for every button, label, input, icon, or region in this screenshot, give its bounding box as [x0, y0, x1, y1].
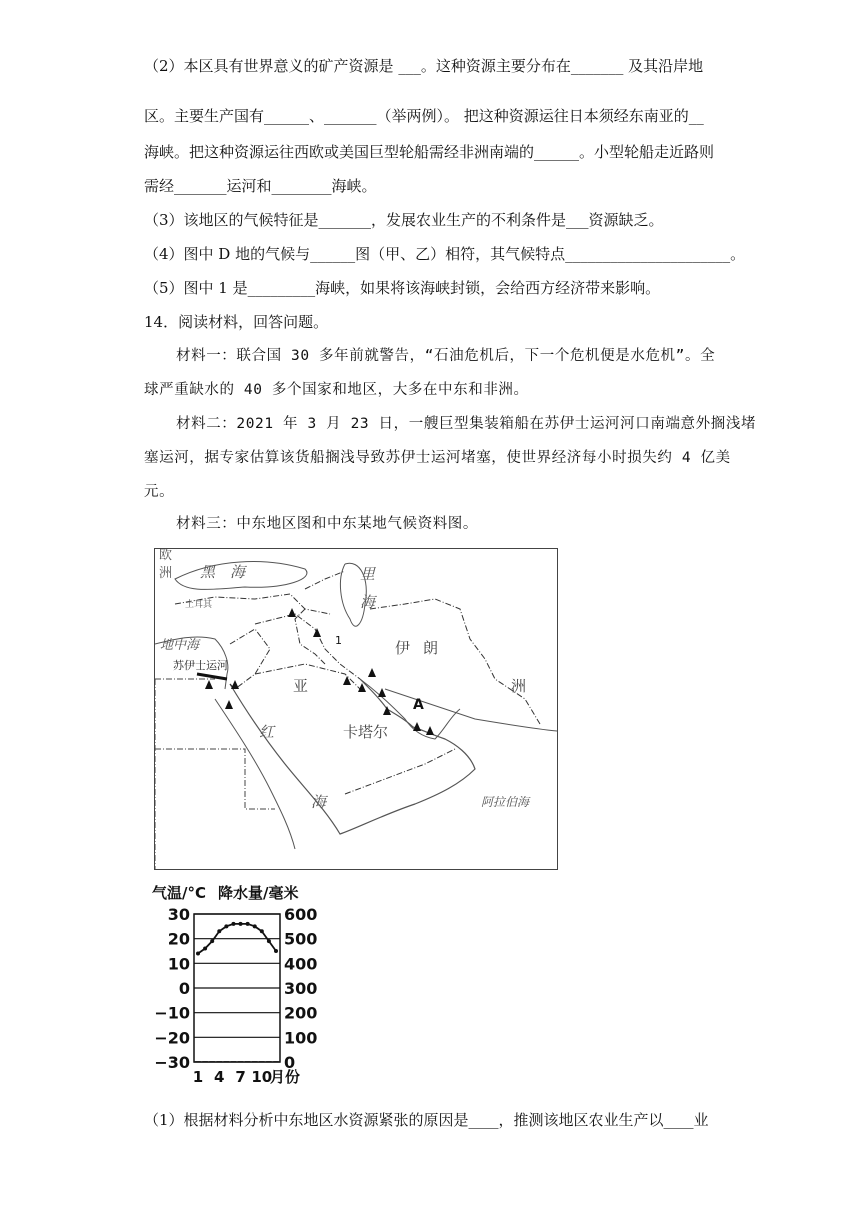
oil-fields	[205, 608, 434, 735]
map-label-black-sea2: 海	[230, 563, 246, 581]
map-label-point-a: A	[413, 697, 424, 713]
arabian-peninsula-coast	[230, 679, 475, 834]
oil-field-icon	[225, 700, 233, 709]
climate-chart-svg	[150, 884, 350, 1084]
middle-east-map	[154, 548, 558, 870]
oil-field-icon	[231, 680, 239, 689]
syria-jordan-border	[230, 629, 270, 689]
oil-field-icon	[426, 726, 434, 735]
precipitation-bar	[259, 1061, 265, 1062]
map-label-turkey: 土耳其	[185, 600, 213, 610]
x-tick-label: 10	[251, 1068, 273, 1084]
oil-field-icon	[288, 608, 296, 617]
precipitation-bar	[252, 1061, 258, 1062]
precipitation-bar	[245, 1061, 251, 1062]
left-axis-label: 气温/°C	[152, 884, 206, 902]
q13-part4: （4）图中 D 地的气候与______图（甲、乙）相符，其气候特点______________________。	[144, 245, 746, 263]
x-axis-unit: 月份	[270, 1068, 301, 1084]
right-axis-label: 降水量/毫米	[218, 884, 299, 902]
map-svg	[155, 549, 557, 869]
oil-field-icon	[378, 688, 386, 697]
material-2-line2: 塞运河，据专家估算该货船搁浅导致苏伊士运河堵塞，使世界经济每小时损失约 4 亿美	[144, 450, 731, 466]
right-tick-label: 500	[284, 929, 318, 949]
oil-field-icon	[343, 676, 351, 685]
precipitation-bar	[238, 1061, 244, 1062]
oil-field-icon	[368, 668, 376, 677]
map-label-black-sea1: 黑	[200, 563, 216, 581]
map-label-europe2: 洲	[159, 566, 173, 581]
temperature-point	[224, 924, 228, 928]
chart-grid	[194, 914, 280, 1062]
temperature-point	[239, 922, 243, 926]
precipitation-bar	[202, 1061, 208, 1062]
q14-part1: （1）根据材料分析中东地区水资源紧张的原因是____，推测该地区农业生产以____业	[144, 1111, 709, 1129]
material-3: 材料三：中东地区图和中东某地气候资料图。	[176, 516, 478, 532]
left-tick-label: 30	[167, 905, 190, 924]
temperature-point	[267, 939, 271, 943]
map-label-red2: 海	[311, 793, 327, 811]
material-2-line1: 材料二：2021 年 3 月 23 日，一艘巨型集装箱船在苏伊士运河河口南端意外搁浅堵	[176, 416, 757, 432]
precipitation-bar	[266, 1061, 272, 1062]
material-1-line1: 材料一：联合国 30 多年前就警告，“石油危机后，下一个危机便是水危机”。全	[176, 348, 716, 364]
temperature-point	[260, 929, 264, 933]
map-label-qatar: 卡塔尔	[343, 723, 389, 741]
left-tick-label: −30	[154, 1053, 190, 1072]
left-tick-label: −10	[154, 1003, 190, 1023]
q13-part3: （3）该地区的气候特征是_______，发展农业生产的不利条件是___资源缺乏。	[144, 211, 664, 229]
q13-part2-line2: 区。主要生产国有______、_______（举两例）。 把这种资源运往日本须经东南亚的__	[144, 107, 704, 125]
precipitation-bar	[231, 1061, 237, 1062]
temperature-point	[210, 939, 214, 943]
map-label-iran1: 伊	[395, 639, 411, 657]
temperature-point	[274, 949, 278, 953]
temperature-point	[246, 922, 250, 926]
chart-series	[195, 922, 279, 1062]
material-1-line2: 球严重缺水的 40 多个国家和地区，大多在中东和非洲。	[144, 382, 529, 398]
map-label-caspian2: 海	[360, 593, 376, 611]
temperature-point	[231, 922, 235, 926]
temperature-point	[253, 924, 257, 928]
map-label-red1: 红	[259, 723, 275, 741]
suez-canal-line	[197, 674, 227, 679]
q14-title: 14．阅读材料，回答问题。	[144, 313, 329, 331]
map-label-asia-ya: 亚	[293, 677, 309, 695]
map-label-europe1: 欧	[159, 549, 173, 563]
map-label-arabian-sea: 阿拉伯海	[481, 795, 530, 809]
x-tick-label: 1	[192, 1068, 204, 1084]
left-tick-label: 20	[167, 929, 190, 949]
right-tick-label: 200	[284, 1003, 318, 1023]
right-tick-label: 100	[284, 1028, 318, 1048]
right-tick-label: 600	[284, 905, 318, 924]
map-label-point-1: 1	[335, 634, 342, 647]
map-label-mediterranean: 地中海	[160, 638, 200, 653]
oil-field-icon	[205, 680, 213, 689]
left-tick-label: 0	[178, 979, 190, 998]
right-tick-label: 300	[284, 979, 318, 998]
q13-part2-line3: 海峡。把这种资源运往西欧或美国巨型轮船需经非洲南端的______。小型轮船走近路则	[144, 143, 715, 161]
temperature-point	[203, 947, 207, 951]
q13-part5: （5）图中 1 是_________海峡，如果将该海峡封锁，会给西方经济带来影响。	[144, 279, 661, 297]
precipitation-bar	[209, 1061, 215, 1062]
oil-field-icon	[413, 722, 421, 731]
map-label-iran2: 朗	[423, 639, 439, 657]
map-label-caspian1: 里	[360, 565, 376, 583]
q13-part2-line4: 需经_______运河和________海峡。	[144, 177, 377, 195]
red-sea-coast	[215, 699, 295, 849]
left-tick-label: −20	[154, 1028, 190, 1048]
africa-border	[155, 679, 275, 869]
map-label-asia-zhou: 洲	[511, 677, 527, 695]
oil-field-icon	[313, 628, 321, 637]
precipitation-bar	[217, 1061, 223, 1062]
x-tick-label: 7	[235, 1068, 246, 1084]
left-tick-label: 10	[167, 954, 190, 974]
temperature-point	[217, 929, 221, 933]
precipitation-bar	[273, 1061, 279, 1062]
right-tick-label: 0	[284, 1053, 296, 1072]
precipitation-bar	[224, 1061, 230, 1062]
q13-part2-line1: （2）本区具有世界意义的矿产资源是 ___。这种资源主要分布在_______ 及其沿岸地	[144, 57, 704, 75]
x-tick-label: 4	[214, 1068, 225, 1084]
climate-chart	[150, 884, 350, 1084]
chart-ticks	[154, 905, 317, 1084]
material-2-line3: 元。	[144, 484, 175, 500]
right-tick-label: 400	[284, 954, 318, 974]
iraq-border	[255, 614, 360, 679]
temperature-point	[196, 951, 200, 955]
map-label-suez: 苏伊士运河	[173, 659, 228, 672]
precipitation-bar	[195, 1061, 201, 1062]
